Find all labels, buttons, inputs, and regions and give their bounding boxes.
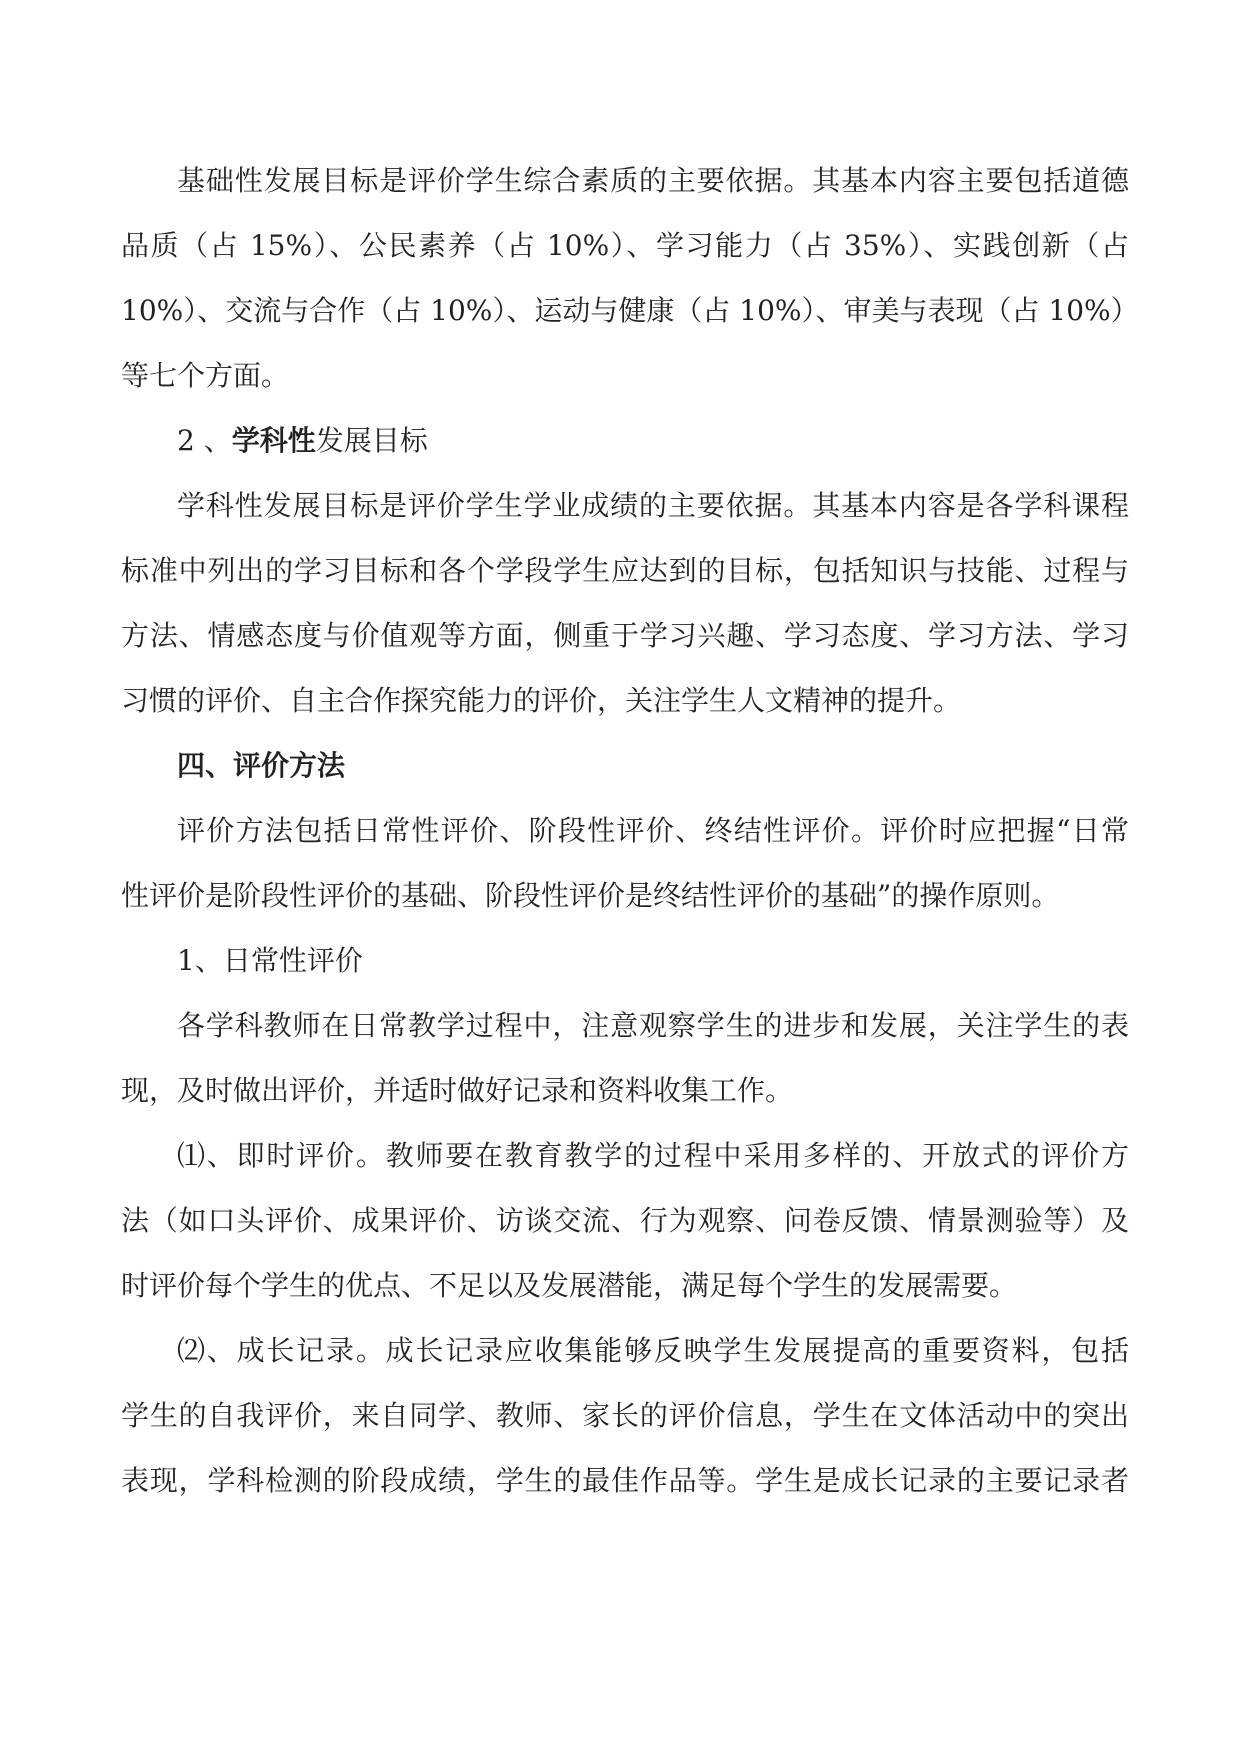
paragraph-line: 现，及时做出评价，并适时做好记录和资料收集工作。: [121, 1074, 794, 1107]
paragraph-line: ⑵、成长记录。成长记录应收集能够反映学生发展提高的重要资料，包括: [177, 1334, 1129, 1367]
paragraph-line: 10%）、交流与合作（占 10%）、运动与健康（占 10%）、审美与表现（占 10%）: [121, 294, 1139, 327]
paragraph-line: 习惯的评价、自主合作探究能力的评价，关注学生人文精神的提升。: [121, 684, 962, 717]
section-heading: 四、评价方法: [177, 749, 346, 782]
paragraph-line: 学生的自我评价，来自同学、教师、家长的评价信息，学生在文体活动中的突出: [121, 1399, 1129, 1432]
paragraph-line: 评价方法包括日常性评价、阶段性评价、终结性评价。评价时应把握“日常: [177, 814, 1129, 847]
subheading-bold-text: 学科性: [231, 424, 316, 457]
paragraph-line: 品质（占 15%）、公民素养（占 10%）、学习能力（占 35%）、实践创新（占: [121, 229, 1129, 262]
paragraph-line: 方法、情感态度与价值观等方面，侧重于学习兴趣、学习态度、学习方法、学习: [121, 619, 1129, 652]
paragraph-line: 标准中列出的学习目标和各个学段学生应达到的目标，包括知识与技能、过程与: [121, 554, 1129, 587]
paragraph-line: ⑴、即时评价。教师要在教育教学的过程中采用多样的、开放式的评价方: [177, 1139, 1129, 1172]
paragraph-line: 学科性发展目标是评价学生学业成绩的主要依据。其基本内容是各学科课程: [177, 489, 1129, 522]
section-subheading: [121, 408, 1129, 473]
subheading-text: 发展目标: [315, 424, 428, 457]
paragraph-line: 等七个方面。: [121, 359, 290, 392]
paragraph-line: 法（如口头评价、成果评价、访谈交流、行为观察、问卷反馈、情景测验等）及: [121, 1204, 1129, 1237]
paragraph-line: 性评价是阶段性评价的基础、阶段性评价是终结性评价的基础”的操作原则。: [121, 879, 1060, 912]
document-body: [121, 148, 1139, 1513]
paragraph-line: 时评价每个学生的优点、不足以及发展潜能，满足每个学生的发展需要。: [121, 1269, 1018, 1302]
paragraph-line: 各学科教师在日常教学过程中，注意观察学生的进步和发展，关注学生的表: [177, 1009, 1129, 1042]
paragraph-line: 基础性发展目标是评价学生综合素质的主要依据。其基本内容主要包括道德: [177, 164, 1129, 197]
paragraph-line: 表现，学科检测的阶段成绩，学生的最佳作品等。学生是成长记录的主要记录者: [121, 1464, 1129, 1497]
section-subheading: 1、日常性评价: [177, 944, 363, 977]
subheading-number: 2 、: [177, 424, 232, 457]
